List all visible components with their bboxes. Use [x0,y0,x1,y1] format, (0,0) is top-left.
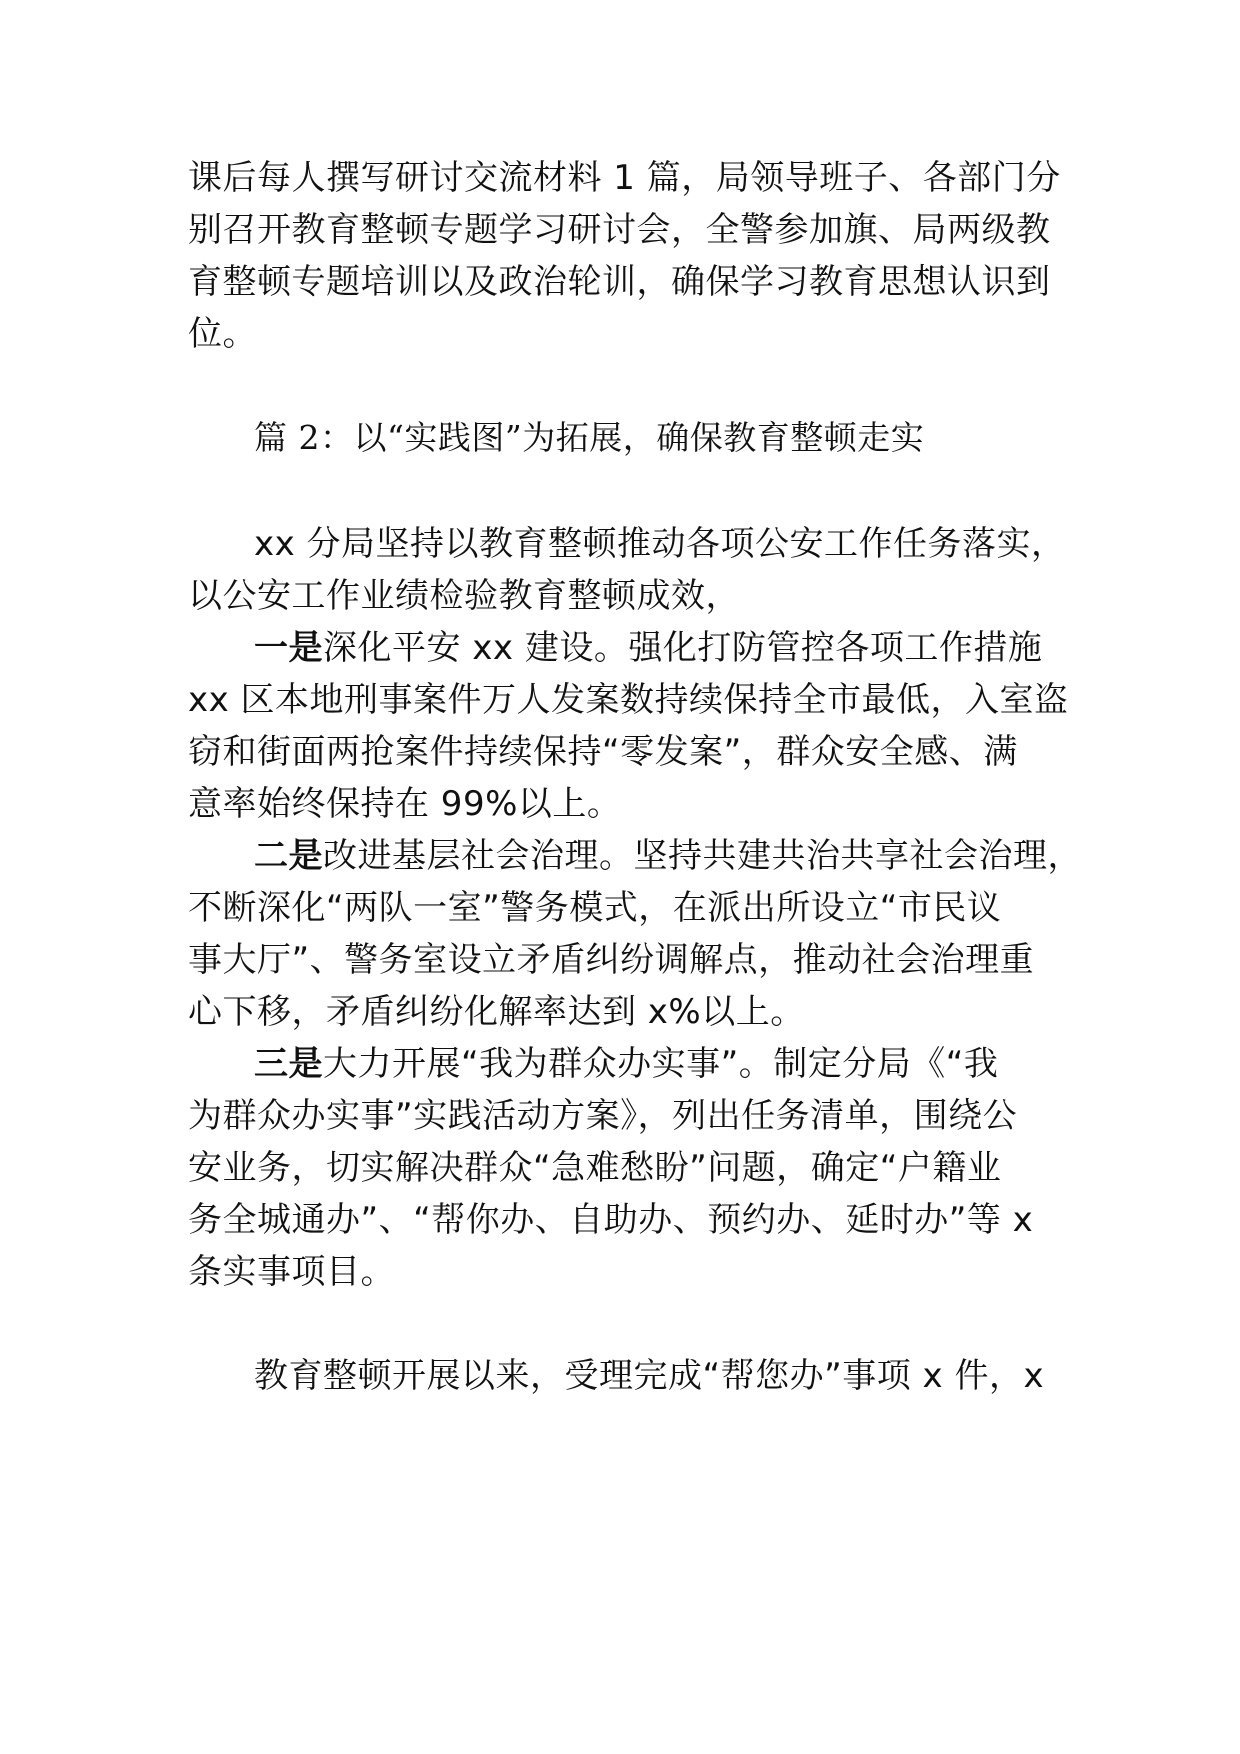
item-label-second: 二是 [254,836,323,876]
paragraph-line: 为群众办实事”实践活动方案》，列出任务清单，围绕公 [188,1096,1018,1136]
section-heading: 篇 2：以“实践图”为拓展，确保教育整顿走实 [254,418,925,457]
item-two-line [254,836,1082,876]
paragraph-line: 教育整顿开展以来，受理完成“帮您办”事项 x 件，x [254,1356,1045,1396]
item-three-text: 大力开展“我为群众办实事”。制定分局《“我 [323,1044,999,1084]
paragraph-line: 条实事项目。 [188,1252,395,1292]
paragraph-line: 意率始终保持在 99%以上。 [188,784,622,824]
paragraph-line: 别召开教育整顿专题学习研讨会，全警参加旗、局两级教 [188,210,1051,250]
item-two-text: 改进基层社会治理。坚持共建共治共享社会治理， [323,836,1082,876]
paragraph-line: 事大厅”、警务室设立矛盾纠纷调解点，推动社会治理重 [188,940,1035,980]
item-three-line [254,1044,998,1084]
paragraph-line: 位。 [188,314,257,354]
item-label-first: 一是 [254,628,323,668]
paragraph-line: 课后每人撰写研讨交流材料 1 篇，局领导班子、各部门分 [188,158,1061,198]
paragraph-line: 育整顿专题培训以及政治轮训，确保学习教育思想认识到 [188,262,1051,302]
item-one-line [254,628,1042,668]
paragraph-line: 安业务，切实解决群众“急难愁盼”问题，确定“户籍业 [188,1148,1002,1188]
paragraph-line: 窃和街面两抢案件持续保持“零发案”，群众安全感、满 [188,732,1018,772]
paragraph-line: xx 分局坚持以教育整顿推动各项公安工作任务落实， [254,524,1066,564]
item-one-text: 深化平安 xx 建设。强化打防管控各项工作措施 [323,628,1043,668]
paragraph-line: 以公安工作业绩检验教育整顿成效， [188,576,740,616]
item-label-third: 三是 [254,1044,323,1084]
paragraph-line: 务全城通办”、“帮你办、自助办、预约办、延时办”等 x [188,1200,1034,1240]
paragraph-line: 不断深化“两队一室”警务模式，在派出所设立“市民议 [188,888,1002,928]
paragraph-line: 心下移，矛盾纠纷化解率达到 x%以上。 [188,992,805,1032]
paragraph-line: xx 区本地刑事案件万人发案数持续保持全市最低，入室盗 [188,680,1069,720]
